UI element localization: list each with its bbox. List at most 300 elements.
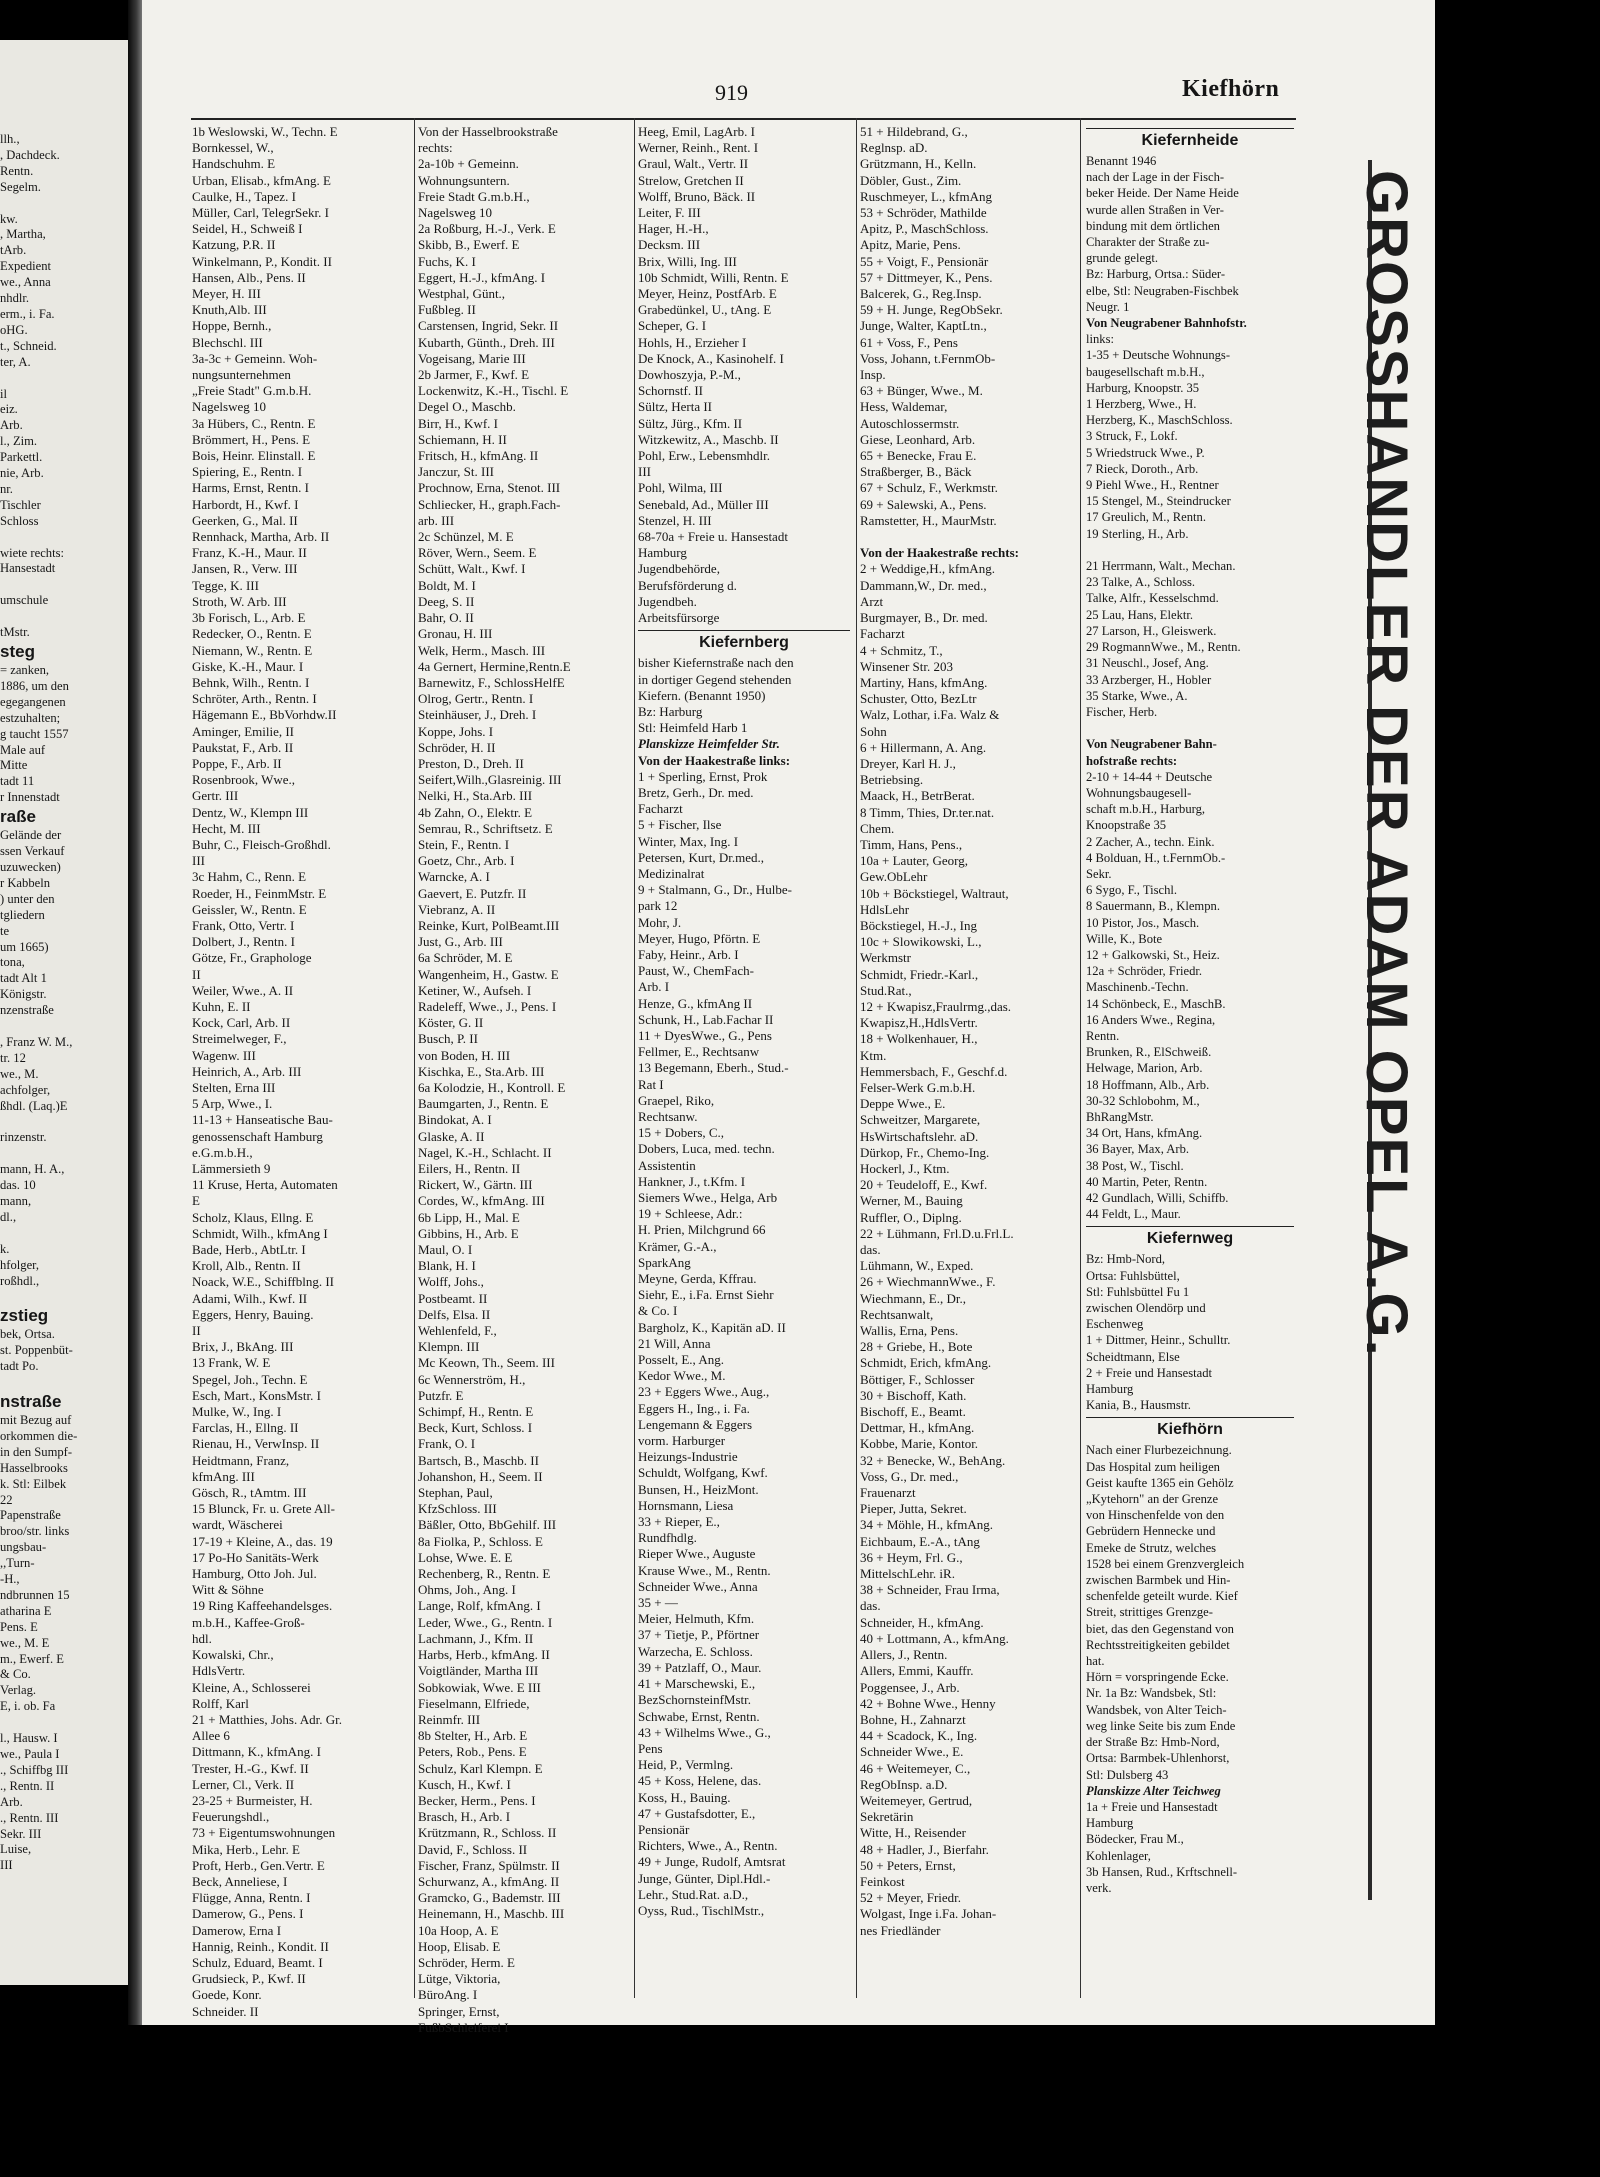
column-divider: [856, 118, 857, 1998]
entry-line: Seifert,Wilh.,Glasreinig. III: [418, 772, 562, 788]
entry-line: Hamburg: [1086, 1816, 1134, 1831]
entry-line: 6a Schröder, M. E: [418, 950, 513, 966]
entry-line: Spiering, E., Rentn. I: [192, 464, 303, 480]
entry-line: Witt & Söhne: [192, 1582, 264, 1598]
entry-line: 9 + Stalmann, G., Dr., Hulbe-: [638, 882, 792, 898]
entry-line: 40 Martin, Peter, Rentn.: [1086, 1174, 1208, 1189]
entry-line: Werner, Reinh., Rent. I: [638, 140, 759, 156]
entry-line: Lämmersieth 9: [192, 1161, 271, 1176]
entry-line: Semrau, R., Schriftsetz. E: [418, 820, 553, 836]
entry-line: Buhr, C., Fleisch-Großhdl.: [192, 836, 331, 852]
entry-line: beker Heide. Der Name Heide: [1086, 186, 1239, 201]
entry-line: 12 + Galkowski, St., Heiz.: [1086, 947, 1220, 962]
entry-line: Paust, W., ChemFach-: [638, 963, 754, 979]
entry-line: Heidtmann, Franz,: [192, 1452, 290, 1468]
entry-line: Kania, B., Hausmstr.: [1086, 1398, 1191, 1413]
entry-line: Rosenbrook, Wwe.,: [192, 772, 296, 788]
entry-line: 19 Sterling, H., Arb.: [1086, 526, 1189, 541]
entry-line: II: [192, 966, 201, 982]
entry-line: Scheidtmann, Else: [1086, 1349, 1180, 1364]
entry-line: Dürkop, Fr., Chemo-Ing.: [860, 1144, 990, 1160]
entry-line: MittelschLehr. iR.: [860, 1566, 955, 1582]
entry-line: Felser-Werk G.m.b.H.: [860, 1079, 976, 1095]
entry-line: E: [192, 1193, 200, 1209]
entry-line: Dittmann, K., kfmAng. I: [192, 1744, 321, 1760]
entry-line: Dammann,W., Dr. med.,: [860, 577, 987, 593]
entry-line: tr. 12: [0, 1050, 26, 1065]
entry-line: Maack, H., BetrBerat.: [860, 788, 975, 804]
entry-line: Chem.: [860, 820, 895, 836]
entry-line: 47 + Gustafsdotter, E.,: [638, 1805, 756, 1821]
entry-line: Warzecha, E. Schloss.: [638, 1643, 753, 1659]
entry-line: orkommen die-: [0, 1428, 78, 1443]
entry-line: ., Schiffbg III: [0, 1762, 69, 1777]
entry-line: te: [0, 923, 10, 938]
entry-line: 10 Pistor, Jos., Masch.: [1086, 915, 1200, 930]
entry-line: 2 Zacher, A., techn. Eink.: [1086, 834, 1215, 849]
entry-line: 19 Ring Kaffeehandelsges.: [192, 1598, 333, 1614]
entry-line: Oyss, Rud., TischlMstr.,: [638, 1902, 765, 1918]
entry-line: von Hinschenfelde von den: [1086, 1508, 1225, 1523]
entry-line: 10b + Böckstiegel, Waltraut,: [860, 885, 1009, 901]
entry-line: Wehlenfeld, F.,: [418, 1323, 497, 1339]
entry-line: 4a Gernert, Hermine,Rentn.E: [418, 658, 571, 674]
entry-line: 46 + Weitemeyer, C.,: [860, 1760, 971, 1776]
entry-line: Gibbins, H., Arb. E: [418, 1225, 519, 1241]
entry-line: tgliedern: [0, 907, 45, 922]
entry-line: Paukstat, F., Arb. II: [192, 739, 294, 755]
entry-line: Kischka, E., Sta.Arb. III: [418, 1063, 545, 1079]
entry-line: 6 + Hillermann, A. Ang.: [860, 739, 987, 755]
header-rule: [191, 118, 1296, 120]
entry-line: 38 + Schneider, Frau Irma,: [860, 1582, 1000, 1598]
entry-line: wiete rechts:: [0, 545, 64, 560]
entry-line: Ohms, Joh., Ang. I: [418, 1582, 516, 1598]
entry-line: 18 + Wolkenhauer, H.,: [860, 1031, 978, 1047]
entry-line: 31 Neuschl., Josef, Ang.: [1086, 656, 1209, 671]
entry-line: Charakter der Straße zu-: [1086, 235, 1210, 250]
entry-line: Beck, Anneliese, I: [192, 1873, 288, 1889]
entry-line: Hansen, Alb., Pens. II: [192, 269, 306, 285]
entry-line: Lühmann, W., Exped.: [860, 1258, 974, 1274]
entry-line: Rat I: [638, 1076, 664, 1092]
entry-line: roßhdl.,: [0, 1273, 40, 1288]
entry-line: Brömmert, H., Pens. E: [192, 431, 311, 447]
street-heading: Kiefernberg: [638, 630, 850, 655]
entry-line: l., Zim.: [0, 434, 38, 449]
entry-line: 1b Weslowski, W., Techn. E: [192, 124, 338, 139]
entry-line: Wangenheim, H., Gastw. E: [418, 966, 559, 982]
entry-line: Damerow, Erna I: [192, 1922, 282, 1938]
entry-line: Dentz, W., Klempn III: [192, 804, 309, 820]
entry-line: 17 Greulich, M., Rentn.: [1086, 510, 1206, 525]
entry-line: Decksm. III: [638, 237, 701, 253]
column-divider: [1080, 118, 1081, 1998]
entry-line: 1 Herzberg, Wwe., H.: [1086, 397, 1197, 412]
entry-line: bisher Kiefernstraße nach den: [638, 655, 794, 671]
entry-line: we., M.: [0, 1066, 39, 1081]
entry-line: 1 + Sperling, Ernst, Prok: [638, 768, 768, 784]
entry-line: Gronau, H. III: [418, 626, 493, 642]
entry-line: Wandsbek, von Alter Teich-: [1086, 1702, 1227, 1717]
entry-line: park 12: [638, 898, 678, 914]
entry-line: Prochnow, Erna, Stenot. III: [418, 480, 561, 496]
entry-line: Steinhäuser, J., Dreh. I: [418, 707, 537, 723]
entry-line: Bz: Harburg, Ortsa.: Süder-: [1086, 267, 1226, 282]
entry-line: 61 + Voss, F., Pens: [860, 334, 958, 350]
entry-line: Benannt 1946: [1086, 154, 1157, 168]
entry-line: Siemers Wwe., Helga, Arb: [638, 1190, 778, 1205]
entry-line: Feinkost: [860, 1873, 905, 1889]
entry-line: Gelände der: [0, 828, 62, 843]
entry-line: das. 10: [0, 1178, 36, 1193]
entry-line: Reglnsp. aD.: [860, 140, 928, 156]
entry-line: 6b Lipp, H., Mal. E: [418, 1209, 520, 1225]
entry-line: Reinmfr. III: [418, 1711, 481, 1727]
entry-line: E, i. ob. Fa: [0, 1699, 56, 1714]
entry-line: 9 Piehl Wwe., H., Rentner: [1086, 478, 1219, 493]
column-divider: [634, 118, 635, 1998]
entry-line: Gew.ObLehr: [860, 869, 928, 885]
section-heading: hofstraße rechts:: [1086, 753, 1178, 768]
entry-line: Sekr. III: [0, 1826, 42, 1841]
entry-line: 14 Schönbeck, E., MaschB.: [1086, 996, 1226, 1011]
entry-line: -H.,: [0, 1572, 20, 1587]
entry-line: Dreyer, Karl H. J.,: [860, 755, 956, 771]
entry-line: Burgmayer, B., Dr. med.: [860, 610, 988, 626]
entry-line: Esch, Mart., KonsMstr. I: [192, 1387, 321, 1403]
entry-line: Winter, Max, Ing. I: [638, 833, 739, 849]
entry-line: 36 Bayer, Max, Arb.: [1086, 1142, 1190, 1157]
entry-line: Wolgast, Inge i.Fa. Johan-: [860, 1906, 997, 1922]
entry-line: [0, 577, 128, 593]
entry-line: Siehr, E., i.Fa. Ernst Siehr: [638, 1287, 774, 1303]
entry-line: Fieselmann, Elfriede,: [418, 1695, 530, 1711]
entry-line: Feuerungshdl.,: [192, 1809, 270, 1825]
entry-line: Meyer, H. III: [192, 286, 261, 302]
entry-line: Senebald, Ad., Müller III: [638, 496, 769, 512]
entry-line: weg linke Seite bis zum Ende: [1086, 1718, 1236, 1733]
entry-line: Bois, Heinr. Elinstall. E: [192, 448, 316, 464]
entry-line: Nelki, H., Sta.Arb. III: [418, 788, 533, 804]
entry-line: Heeg, Emil, LagArb. I: [638, 124, 755, 139]
entry-line: 3c Hahm, C., Renn. E: [192, 869, 307, 885]
entry-line: Hockerl, J., Ktm.: [860, 1161, 950, 1176]
entry-line: Goetz, Chr., Arb. I: [418, 853, 515, 869]
entry-line: Hager, H.-H.,: [638, 221, 709, 237]
entry-line: 8 Timm, Thies, Dr.ter.nat.: [860, 804, 995, 820]
entry-line: Talke, Alfr., Kesselschmd.: [1086, 591, 1219, 606]
entry-line: Grabedünkel, U., tAng. E: [638, 302, 772, 318]
section-heading: Von der Haakestraße links:: [638, 752, 791, 768]
entry-line: [0, 1146, 128, 1162]
entry-line: Meier, Helmuth, Kfm.: [638, 1611, 755, 1627]
entry-line: Schröter, Arth., Rentn. I: [192, 691, 317, 707]
entry-line: 33 + Rieper, E.,: [638, 1514, 720, 1530]
entry-line: Meyer, Hugo, Pförtn. E: [638, 930, 761, 946]
entry-line: Bohne, H., Zahnarzt: [860, 1711, 966, 1727]
entry-line: 36 + Heym, Frl. G.,: [860, 1549, 963, 1565]
entry-line: Schulz, Karl Klempn. E: [418, 1760, 543, 1776]
entry-line: Nagel, K.-H., Schlacht. II: [418, 1144, 552, 1160]
entry-line: bindung mit dem örtlichen: [1086, 218, 1220, 233]
entry-line: we., Paula I: [0, 1747, 60, 1761]
entry-line: Flügge, Anna, Rentn. I: [192, 1890, 311, 1906]
entry-line: Fellmer, E., Rechtsanw: [638, 1044, 760, 1060]
entry-line: Schurwanz, A., kfmAng. II: [418, 1873, 560, 1889]
entry-line: 15 Blunck, Fr. u. Grete All-: [192, 1501, 335, 1517]
entry-line: David, F., Schloss. II: [418, 1841, 528, 1857]
entry-line: Stelten, Erna III: [192, 1079, 276, 1095]
entry-line: [0, 1375, 128, 1391]
entry-line: we., M. E: [0, 1635, 50, 1650]
entry-line: Farclas, H., Ellng. II: [192, 1420, 299, 1436]
running-head: Kiefhörn: [1182, 76, 1280, 102]
entry-line: schaft m.b.H., Harburg,: [1086, 802, 1206, 817]
entry-line: Allee 6: [192, 1728, 230, 1744]
entry-line: Heinrich, A., Arb. III: [192, 1063, 302, 1079]
entry-line: Bretz, Gerh., Dr. med.: [638, 784, 754, 800]
entry-line: Assistentin: [638, 1157, 696, 1173]
entry-line: Klempn. III: [418, 1339, 480, 1355]
entry-line: Mitte: [0, 758, 28, 773]
entry-line: Krützmann, R., Schloss. II: [418, 1825, 557, 1841]
entry-line: Brasch, H., Arb. I: [418, 1809, 511, 1825]
entry-line: [0, 1114, 128, 1130]
entry-line: 8a Fiolka, P., Schloss. E: [418, 1533, 543, 1549]
entry-line: Herzberg, K., MaschSchloss.: [1086, 413, 1233, 428]
entry-line: Schweitzer, Margarete,: [860, 1112, 981, 1128]
entry-line: 8b Stelter, H., Arb. E: [418, 1728, 528, 1744]
entry-line: 43 + Wilhelms Wwe., G.,: [638, 1724, 771, 1740]
entry-line: Weiler, Wwe., A. II: [192, 982, 294, 998]
entry-line: Medizinalrat: [638, 865, 705, 881]
entry-line: Wolff, Bruno, Bäck. II: [638, 188, 756, 204]
entry-line: eiz.: [0, 402, 18, 417]
entry-line: Böttiger, F., Schlosser: [860, 1371, 975, 1387]
entry-line: Schneider Wwe., E.: [860, 1744, 964, 1760]
entry-line: De Knock, A., Kasinohelf. I: [638, 350, 784, 366]
entry-line: 39 + Patzlaff, O., Maur.: [638, 1659, 762, 1675]
entry-line: 10a Hoop, A. E: [418, 1922, 499, 1938]
entry-line: umschule: [0, 593, 49, 608]
entry-line: Hoppe, Bernh.,: [192, 318, 272, 334]
entry-line: zwischen Barmbek und Hin-: [1086, 1573, 1231, 1588]
entry-line: 40 + Lottmann, A., kfmAng.: [860, 1630, 1009, 1646]
entry-line: k. Stl: Eilbek: [0, 1476, 67, 1491]
entry-line: 27 Larson, H., Gleiswerk.: [1086, 623, 1217, 638]
entry-line: Mohr, J.: [638, 914, 682, 930]
entry-line: 13 Begemann, Eberh., Stud.-: [638, 1060, 789, 1076]
entry-line: 51 + Hildebrand, G.,: [860, 124, 968, 139]
entry-line: mann,: [0, 1194, 32, 1208]
entry-line: 10c + Slowikowski, L.,: [860, 934, 982, 950]
entry-line: [0, 1289, 128, 1305]
entry-line: 21 Will, Anna: [638, 1335, 711, 1351]
entry-line: 48 + Hadler, J., Bierfahr.: [860, 1841, 989, 1857]
entry-line: Pohl, Wilma, III: [638, 480, 723, 496]
entry-line: Rechtsanwalt,: [860, 1306, 934, 1322]
entry-line: Carstensen, Ingrid, Sekr. II: [418, 318, 559, 334]
entry-line: Sültz, Jürg., Kfm. II: [638, 415, 743, 431]
entry-line: Niemann, W., Rentn. E: [192, 642, 313, 658]
entry-line: Wille, K., Bote: [1086, 931, 1163, 946]
entry-line: Dettmar, H., kfmAng.: [860, 1420, 975, 1436]
entry-line: nzenstraße: [0, 1003, 54, 1018]
entry-line: Katzung, P.R. II: [192, 237, 276, 253]
entry-line: Schröder, Herm. E: [418, 1954, 515, 1970]
entry-line: nie, Arb.: [0, 466, 44, 481]
entry-line: Seidel, H., Schweiß I: [192, 221, 303, 237]
entry-line: Sültz, Herta II: [638, 399, 713, 415]
entry-line: Arbeitsfürsorge: [638, 610, 720, 626]
entry-line: Eggers, Henry, Bauing.: [192, 1306, 314, 1322]
entry-line: 2a-10b + Gemeinn.: [418, 156, 519, 172]
entry-line: 21 Herrmann, Walt., Mechan.: [1086, 559, 1236, 574]
entry-line: Straßberger, B., Bäck: [860, 464, 972, 480]
entry-line: Gramcko, G., Bademstr. III: [418, 1890, 561, 1906]
entry-line: Berufsförderung d.: [638, 577, 737, 593]
entry-line: III: [638, 464, 651, 480]
entry-line: Putzfr. E: [418, 1387, 464, 1403]
entry-line: Boldt, M. I: [418, 577, 476, 593]
entry-line: 22 + Lühmann, Frl.D.u.Frl.L.: [860, 1225, 1014, 1241]
entry-line: Werkmstr: [860, 950, 911, 966]
directory-column-5: [1086, 124, 1294, 1896]
entry-line: ter, A.: [0, 354, 31, 369]
entry-line: mann, H. A.,: [0, 1162, 65, 1177]
entry-line: Gösch, R., tAmtm. III: [192, 1485, 307, 1501]
entry-line: Apitz, P., MaschSchloss.: [860, 221, 989, 237]
entry-line: in den Sumpf-: [0, 1444, 73, 1459]
entry-line: Bäßler, Otto, BbGehilf. III: [418, 1517, 557, 1533]
entry-line: Baumgarten, J., Rentn. E: [418, 1096, 549, 1112]
entry-line: Rechtsanw.: [638, 1108, 698, 1124]
entry-line: Jansen, R., Verw. III: [192, 561, 298, 577]
entry-line: Timm, Hans, Pens.,: [860, 836, 963, 852]
entry-line: Müller, Carl, TelegrSekr. I: [192, 205, 329, 221]
entry-line: Tischler: [0, 497, 41, 512]
entry-line: Gebrüdern Hennecke und: [1086, 1524, 1216, 1539]
entry-line: 1528 bei einem Grenzvergleich: [1086, 1556, 1245, 1571]
entry-line: Behnk, Wilh., Rentn. I: [192, 674, 310, 690]
entry-line: Insp.: [860, 367, 886, 383]
entry-line: Poggensee, J., Arb.: [860, 1679, 960, 1695]
entry-line: Kubarth, Günth., Dreh. III: [418, 334, 555, 350]
entry-line: Werner, M., Bauing: [860, 1193, 963, 1209]
entry-line: Bindokat, A. I: [418, 1112, 492, 1128]
entry-line: Facharzt: [860, 626, 905, 642]
entry-line: Papenstraße: [0, 1508, 61, 1523]
facing-page-text: [0, 132, 128, 1874]
entry-line: Geerken, G., Mal. II: [192, 512, 298, 528]
entry-line: 44 + Scadock, K., Ing.: [860, 1728, 978, 1744]
entry-line: Delfs, Elsa. II: [418, 1306, 491, 1322]
entry-line: [1086, 542, 1294, 558]
entry-line: 2c Schünzel, M. E: [418, 529, 514, 545]
entry-line: Fritsch, H., kfmAng. II: [418, 448, 539, 464]
entry-line: Skibb, B., Ewerf. E: [418, 237, 520, 253]
entry-line: 59 + H. Junge, RegObSekr.: [860, 302, 1003, 318]
entry-line: Röver, Wern., Seem. E: [418, 545, 537, 561]
entry-line: Barnewitz, F., SchlossHelfE: [418, 674, 565, 690]
entry-line: Aminger, Emilie, II: [192, 723, 295, 739]
entry-line: 42 + Bohne Wwe., Henny: [860, 1695, 996, 1711]
entry-line: links:: [1086, 332, 1114, 347]
entry-line: Nagelsweg 10: [192, 399, 267, 415]
entry-line: Kedor Wwe., M.: [638, 1368, 726, 1384]
entry-line: Glaske, A. II: [418, 1128, 485, 1144]
entry-line: Schneider. II: [192, 2003, 259, 2019]
entry-line: Schuldt, Wolfgang, Kwf.: [638, 1465, 768, 1481]
entry-line: Arzt: [860, 593, 884, 609]
entry-line: 17 Po-Ho Sanitäts-Werk: [192, 1549, 319, 1565]
section-heading: Von Neugrabener Bahnhofstr.: [1086, 316, 1247, 331]
entry-line: 63 + Bünger, Wwe., M.: [860, 383, 983, 399]
entry-line: BüroAng. I: [418, 1987, 478, 2003]
entry-line: Stud.Rat.,: [860, 982, 912, 998]
entry-line: Faby, Heinr., Arb. I: [638, 946, 739, 962]
entry-line: e.G.m.b.H.,: [192, 1144, 253, 1160]
entry-line: Radeleff, Wwe., J., Pens. I: [418, 998, 557, 1014]
entry-line: Bz: Hmb-Nord,: [1086, 1252, 1166, 1267]
entry-line: Wohnungsuntern.: [418, 172, 510, 188]
entry-line: Fischer, Franz, Spülmstr. II: [418, 1857, 560, 1873]
entry-line: Frank, Otto, Vertr. I: [192, 917, 295, 933]
entry-line: k.: [0, 1241, 10, 1256]
entry-line: Mc Keown, Th., Seem. III: [418, 1355, 555, 1371]
entry-line: Apitz, Marie, Pens.: [860, 237, 961, 253]
entry-line: wurde allen Straßen in Ver-: [1086, 202, 1225, 217]
entry-line: 44 Feldt, L., Maur.: [1086, 1207, 1181, 1222]
entry-line: 10a + Lauter, Georg,: [860, 853, 969, 869]
entry-line: Harms, Ernst, Rentn. I: [192, 480, 309, 496]
entry-line: Rieper Wwe., Auguste: [638, 1546, 756, 1562]
entry-line: Neugr. 1: [1086, 299, 1130, 314]
entry-line: Luise,: [0, 1842, 32, 1857]
entry-line: Pensionär: [638, 1821, 690, 1837]
entry-line: Poppe, F., Arb. II: [192, 755, 282, 771]
entry-line: das.: [860, 1598, 881, 1614]
entry-line: nhdlr.: [0, 291, 30, 306]
entry-line: Trester, H.-G., Kwf. II: [192, 1760, 309, 1776]
entry-line: Hankner, J., t.Kfm. I: [638, 1173, 746, 1189]
entry-line: rinzenstr.: [0, 1130, 47, 1145]
directory-column-2: [418, 124, 630, 2036]
entry-line: Bunsen, H., HeizMont.: [638, 1481, 759, 1497]
entry-line: Götze, Fr., Graphologe: [192, 950, 312, 966]
entry-line: [0, 530, 128, 546]
entry-line: 35 Starke, Wwe., A.: [1086, 688, 1188, 703]
entry-line: Preston, D., Dreh. II: [418, 755, 524, 771]
entry-line: 19 + Schleese, Adr.:: [638, 1206, 743, 1222]
entry-line: Vogeisang, Marie III: [418, 350, 526, 366]
entry-line: Proft, Herb., Gen.Vertr. E: [192, 1857, 325, 1873]
entry-line: Eggers H., Ing., i. Fa.: [638, 1400, 750, 1416]
entry-line: Stroth, W. Arb. III: [192, 593, 287, 609]
advertisement-text: GROSSHANDLER DER ADAM OPEL A.G.: [1354, 170, 1419, 1358]
entry-line: hdl.: [192, 1630, 212, 1646]
entry-line: 13 Frank, W. E: [192, 1355, 271, 1371]
entry-line: Stl: Heimfeld Harb 1: [638, 720, 748, 736]
entry-line: FußbSchleiferei I: [418, 2019, 509, 2035]
entry-line: Fischer, Herb.: [1086, 704, 1158, 719]
entry-line: Just, G., Arb. III: [418, 934, 503, 950]
entry-line: Emeke de Strutz, welches: [1086, 1540, 1217, 1555]
entry-line: Koss, H., Bauing.: [638, 1789, 731, 1805]
entry-line: llh.,: [0, 132, 20, 146]
vertical-advertisement: [1354, 170, 1426, 1890]
